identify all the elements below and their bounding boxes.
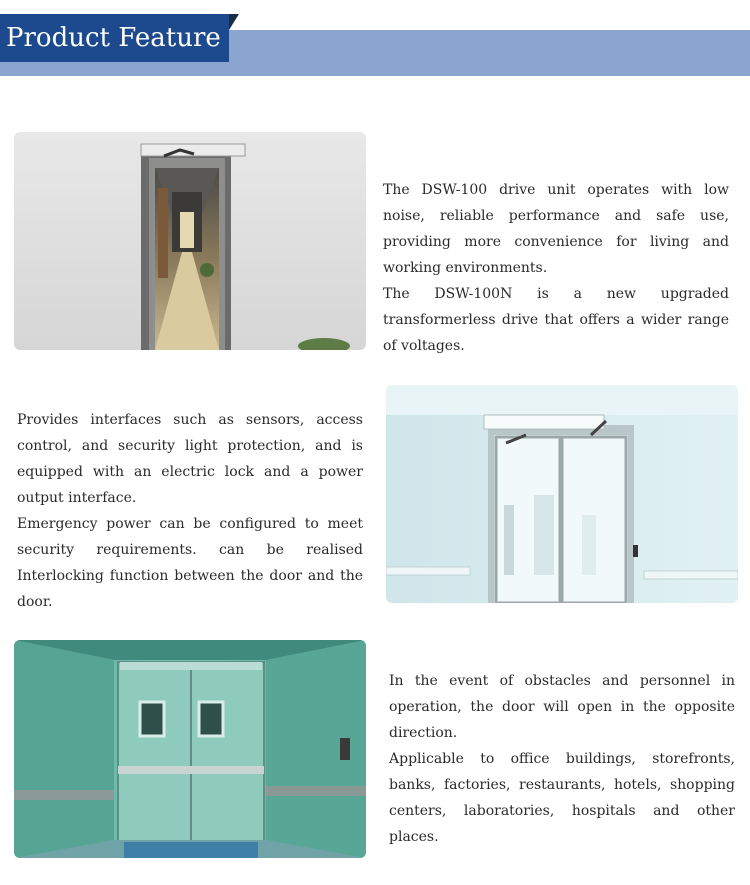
title-tab-fold (229, 14, 239, 30)
feature-3-paragraph-2: Applicable to office buildings, storefronts, banks, factories, restaurants, hotels, shopping centers, laboratories, hospitals and other places. (389, 751, 735, 845)
feature-3-text (389, 668, 735, 850)
feature-1-paragraph-1: The DSW-100 drive unit operates with low noise, reliable performance and safe use, providing more convenience for living and working environments. (383, 182, 729, 276)
hospital-door-photo (14, 640, 366, 858)
feature-2-paragraph-1: Provides interfaces such as sensors, access control, and security light protection, and is equipped with an electric lock and a power output interface. (17, 412, 363, 506)
page-title: Product Feature (6, 23, 221, 53)
feature-1-paragraph-2: The DSW-100N is a new upgraded transformerless drive that offers a wider range of voltages. (383, 286, 729, 354)
feature-2-text (17, 407, 363, 615)
corridor-door-photo (14, 132, 366, 350)
double-glass-door-photo (386, 385, 738, 603)
feature-1-text (383, 177, 729, 359)
feature-3-paragraph-1: In the event of obstacles and personnel in operation, the door will open in the opposite direction. (389, 673, 735, 741)
feature-2-paragraph-2: Emergency power can be configured to meet security requirements. can be realised Interlocking function between the door and the door. (17, 516, 363, 610)
